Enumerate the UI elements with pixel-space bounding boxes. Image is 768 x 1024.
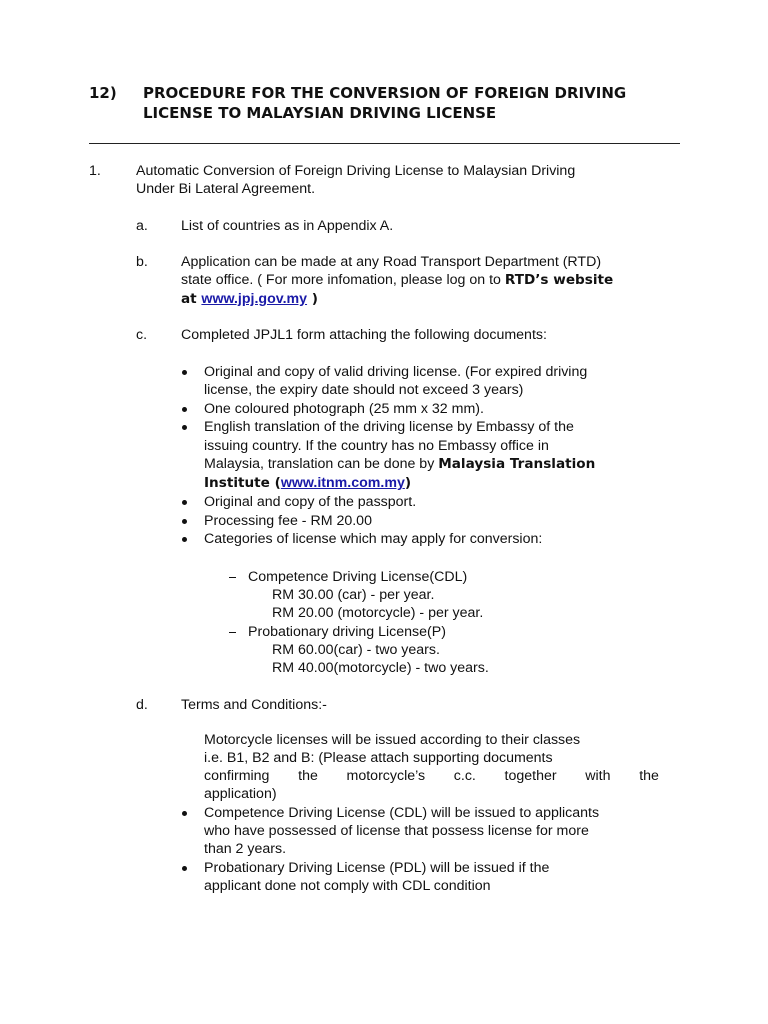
jpj-website-link[interactable]: www.jpj.gov.my bbox=[201, 291, 308, 307]
item-b-line-3 bbox=[181, 290, 318, 308]
pdl-condition-line-1: Probationary Driving License (PDL) will be issued if the bbox=[204, 860, 550, 876]
institute-label: Institute ( bbox=[204, 475, 281, 491]
word: motorcycle’s bbox=[346, 768, 426, 784]
doc-bullet-3-line-1: English translation of the driving license by Embassy of the bbox=[204, 419, 574, 435]
category-pdl-car-fee: RM 60.00(car) - two years. bbox=[272, 642, 440, 658]
bullet-icon bbox=[182, 407, 187, 412]
item-d-text: Terms and Conditions:- bbox=[181, 697, 327, 713]
item-number-1: 1. bbox=[89, 163, 101, 179]
item-letter-b: b. bbox=[136, 254, 148, 270]
word: the bbox=[639, 768, 659, 784]
category-pdl: Probationary driving License(P) bbox=[248, 624, 446, 640]
section-1-text-line-2: Under Bi Lateral Agreement. bbox=[136, 181, 316, 197]
translation-institute-label: Malaysia Translation bbox=[438, 456, 596, 472]
close-paren: ) bbox=[404, 475, 412, 491]
category-pdl-motorcycle-fee: RM 40.00(motorcycle) - two years. bbox=[272, 660, 489, 676]
doc-bullet-3-line-3-text: Malaysia, translation can be done by bbox=[204, 456, 439, 472]
word: together bbox=[504, 768, 557, 784]
word: with bbox=[585, 768, 611, 784]
motorcycle-terms-line-1: Motorcycle licenses will be issued according to their classes bbox=[204, 732, 581, 748]
itnm-website-link[interactable]: www.itnm.com.my bbox=[280, 475, 405, 491]
doc-bullet-3-line-2: issuing country. If the country has no Embassy office in bbox=[204, 438, 549, 454]
close-paren: ) bbox=[307, 291, 318, 307]
doc-bullet-1-line-2: license, the expiry date should not exceed 3 years) bbox=[204, 382, 524, 398]
item-b-line-2 bbox=[181, 271, 613, 289]
cdl-condition-line-2: who have possessed of license that possess license for more bbox=[204, 823, 589, 839]
item-letter-a: a. bbox=[136, 218, 148, 234]
item-letter-c: c. bbox=[136, 327, 148, 343]
bullet-icon bbox=[182, 370, 187, 375]
bullet-icon bbox=[182, 519, 187, 524]
section-1-text-line-1: Automatic Conversion of Foreign Driving License to Malaysian Driving bbox=[136, 163, 576, 179]
doc-bullet-5: Processing fee - RM 20.00 bbox=[204, 513, 372, 529]
motorcycle-terms-line-3 bbox=[204, 767, 659, 785]
section-number: 12) bbox=[89, 84, 117, 102]
heading-divider bbox=[89, 143, 680, 144]
word: the bbox=[298, 768, 318, 784]
pdl-condition-line-2: applicant done not comply with CDL condition bbox=[204, 878, 491, 894]
bullet-icon bbox=[182, 500, 187, 505]
doc-bullet-6: Categories of license which may apply for conversion: bbox=[204, 531, 543, 547]
doc-bullet-1-line-1: Original and copy of valid driving license. (For expired driving bbox=[204, 364, 588, 380]
page-title-line-2: LICENSE TO MALAYSIAN DRIVING LICENSE bbox=[143, 104, 497, 122]
motorcycle-terms-line-4: application) bbox=[204, 786, 277, 802]
cdl-condition-line-3: than 2 years. bbox=[204, 841, 287, 857]
bullet-icon bbox=[182, 811, 187, 816]
item-c-text: Completed JPJL1 form attaching the following documents: bbox=[181, 327, 547, 343]
dash-icon bbox=[229, 577, 236, 578]
cdl-condition-line-1: Competence Driving License (CDL) will be issued to applicants bbox=[204, 805, 600, 821]
bullet-icon bbox=[182, 425, 187, 430]
doc-bullet-3-line-3 bbox=[204, 455, 595, 473]
page-title-line-1: PROCEDURE FOR THE CONVERSION OF FOREIGN DRIVING bbox=[143, 84, 627, 102]
bullet-icon bbox=[182, 866, 187, 871]
item-b-line-1: Application can be made at any Road Transport Department (RTD) bbox=[181, 254, 602, 270]
doc-bullet-3-line-4 bbox=[204, 474, 411, 492]
item-letter-d: d. bbox=[136, 697, 148, 713]
at-label: at bbox=[181, 291, 202, 307]
rtd-website-label: RTD’s website bbox=[504, 272, 614, 288]
category-cdl: Competence Driving License(CDL) bbox=[248, 569, 468, 585]
motorcycle-terms-line-2: i.e. B1, B2 and B: (Please attach supporting documents bbox=[204, 750, 553, 766]
word: confirming bbox=[204, 768, 270, 784]
bullet-icon bbox=[182, 537, 187, 542]
dash-icon bbox=[229, 632, 236, 633]
item-b-line-2-text: state office. ( For more infomation, please log on to bbox=[181, 272, 505, 288]
item-a-text: List of countries as in Appendix A. bbox=[181, 218, 394, 234]
category-cdl-motorcycle-fee: RM 20.00 (motorcycle) - per year. bbox=[272, 605, 484, 621]
word: c.c. bbox=[453, 768, 476, 784]
doc-bullet-4: Original and copy of the passport. bbox=[204, 494, 417, 510]
doc-bullet-2: One coloured photograph (25 mm x 32 mm). bbox=[204, 401, 484, 417]
category-cdl-car-fee: RM 30.00 (car) - per year. bbox=[272, 587, 435, 603]
